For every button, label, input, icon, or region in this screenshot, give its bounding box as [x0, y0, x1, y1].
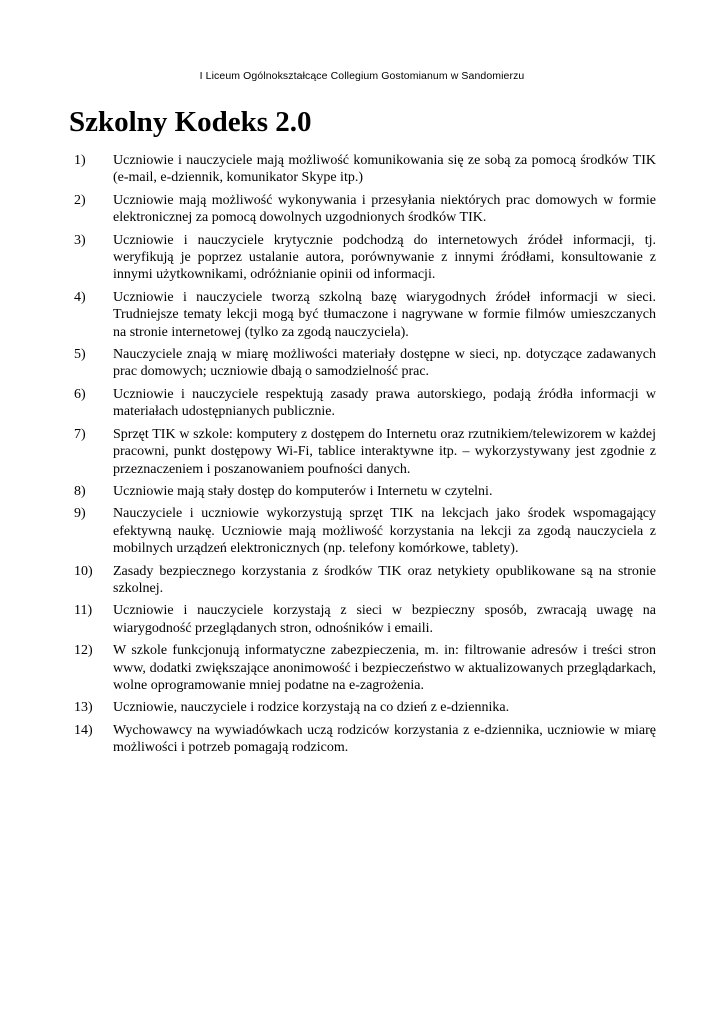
list-item — [74, 642, 656, 694]
item-number: 1) — [74, 153, 86, 168]
item-number: 5) — [74, 347, 86, 363]
item-text: Uczniowie i nauczyciele krytycznie podchodzą do internetowych źródeł informacji, tj. weryfikują je poprzez ustalanie autora, porównywanie z innymi źródłami, konsultowanie z innymi użytkownikami, odróżnianie opinii od informacji. — [113, 232, 656, 283]
list-item — [74, 386, 656, 421]
item-number: 13) — [74, 700, 93, 716]
list-item — [74, 563, 656, 598]
list-item — [74, 426, 656, 478]
item-text: Nauczyciele i uczniowie wykorzystują sprzęt TIK na lekcjach jako środek wspomagający efektywną naukę. Uczniowie mają możliwość korzystania na lekcji za zgodą nauczyciela z mobilnych urządzeń elektronicznych (np. telefony komórkowe, tablety). — [113, 506, 656, 557]
page-header: I Liceum Ogólnokształcące Collegium Gostomianum w Sandomierzu — [199, 70, 525, 82]
item-number: 7) — [74, 426, 86, 442]
item-number: 2) — [74, 192, 86, 208]
item-number: 12) — [74, 643, 93, 659]
list-item — [74, 722, 656, 757]
item-number: 3) — [74, 232, 86, 248]
item-number: 4) — [74, 289, 86, 305]
list-item — [74, 192, 656, 227]
item-number: 14) — [74, 722, 93, 738]
document-title: Szkolny Kodeks 2.0 — [69, 106, 312, 138]
list-item — [74, 232, 656, 284]
item-text: W szkole funkcjonują informatyczne zabezpieczenia, m. in: filtrowanie adresów i treści stron www, dodatki zwiększające anonimowość i bezpieczeństwo w aktualizowanych przeglądarkach, wolne oprogramowanie mniej podatne na e-zagrożenia. — [113, 643, 656, 693]
item-number: 10) — [74, 563, 93, 579]
item-text: Sprzęt TIK w szkole: komputery z dostępem do Internetu oraz rzutnikiem/telewizorem w każdej pracowni, punkt dostępowy Wi-Fi, tablice interaktywne itp. – wykorzystywany jest zgodnie z przeznaczeniem i poszanowaniem poufności danych. — [113, 426, 656, 477]
item-text: Uczniowie, nauczyciele i rodzice korzystają na co dzień z e-dziennika. — [113, 700, 510, 716]
item-text: Uczniowie i nauczyciele mają możliwość komunikowania się ze sobą za pomocą środków TIK (e-mail, e-dziennik, komunikator Skype itp.) — [113, 153, 656, 186]
list-item — [74, 505, 656, 557]
item-text: Uczniowie mają stały dostęp do komputerów i Internetu w czytelni. — [113, 483, 493, 499]
item-number: 8) — [74, 483, 86, 499]
list-item — [74, 699, 656, 716]
item-number: 11) — [74, 603, 93, 619]
list-item — [74, 289, 656, 341]
item-text: Wychowawcy na wywiadówkach uczą rodziców korzystania z e-dziennika, uczniowie w miarę możliwości i potrzeb pomagają rodzicom. — [113, 722, 656, 756]
item-text: Zasady bezpiecznego korzystania z środków TIK oraz netykiety opublikowane są na stronie szkolnej. — [113, 563, 656, 596]
item-text: Nauczyciele znają w miarę możliwości materiały dostępne w sieci, np. dotyczące zadawanych prac domowych; uczniowie dbają o samodzielność prac. — [113, 347, 656, 380]
item-text: Uczniowie i nauczyciele tworzą szkolną bazę wiarygodnych źródeł informacji w sieci. Trudniejsze tematy lekcji mogą być tłumaczone i nagrywane w formie filmów umieszczanych na stronie internetowej (tylko za zgodą nauczyciela). — [113, 289, 656, 340]
rules-list — [74, 152, 656, 762]
list-item — [74, 152, 656, 187]
item-text: Uczniowie mają możliwość wykonywania i przesyłania niektórych prac domowych w formie elektronicznej za pomocą dowolnych uzgodnionych środków TIK. — [113, 192, 656, 226]
item-text: Uczniowie i nauczyciele korzystają z sieci w bezpieczny sposób, zwracają uwagę na wiarygodność przeglądanych stron, odnośników i emaili. — [113, 603, 656, 636]
list-item — [74, 602, 656, 637]
item-number: 6) — [74, 386, 86, 402]
list-item — [74, 346, 656, 381]
item-text: Uczniowie i nauczyciele respektują zasady prawa autorskiego, podają źródła informacji w materiałach udostępnianych publicznie. — [113, 386, 656, 420]
item-number: 9) — [74, 506, 86, 522]
list-item — [74, 483, 656, 500]
